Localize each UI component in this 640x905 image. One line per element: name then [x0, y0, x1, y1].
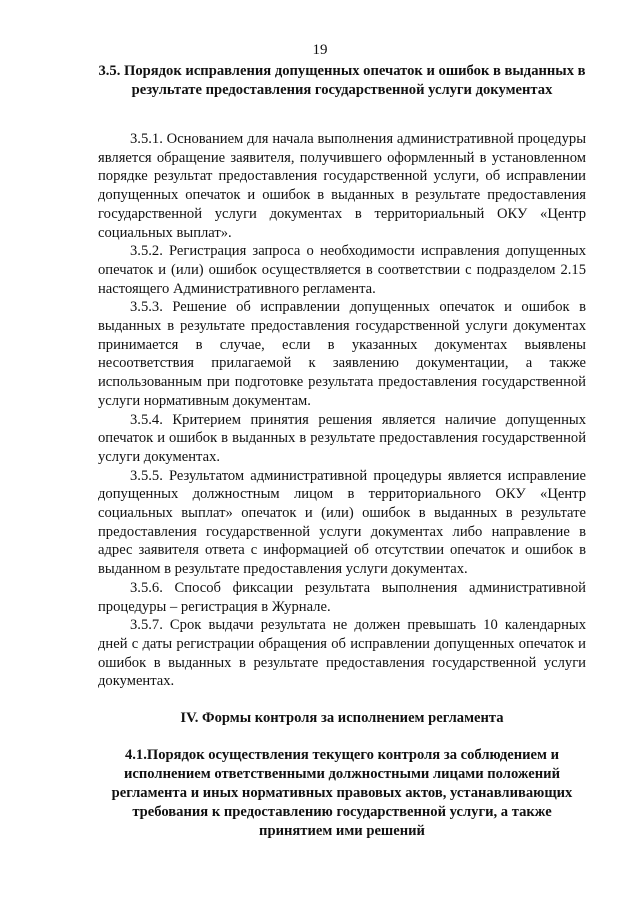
- paragraph-3-5-3: 3.5.3. Решение об исправлении допущенных опечаток и ошибок в выданных в результате предоставления государственной услуги документах принимается в случае, если в указанных документах выявлены несоответствия прилагаемой к заявлению документации, а также использованным при подготовке результата предоставления государственной услуги нормативным документам.: [98, 299, 586, 409]
- section-3-5-paragraphs: [98, 130, 586, 691]
- paragraph-3-5-5: 3.5.5. Результатом административной процедуры является исправление допущенных должностным лицом в территориального ОКУ «Центр социальных выплат» опечаток и (или) ошибок в выданных в результате предоставления государственной услуги документах либо направление в адрес заявителя ответа с информацией об отсутствии опечаток и ошибок в выданном в результате предоставления услуги документах.: [98, 467, 586, 578]
- paragraph-3-5-7: 3.5.7. Срок выдачи результата не должен превышать 10 календарных дней с даты регистрации обращения об исправлении допущенных опечаток и ошибок в выданных в результате предоставления государственной услуги документах.: [98, 617, 586, 690]
- page-number: 19: [312, 42, 328, 58]
- paragraph-3-5-1: 3.5.1. Основанием для начала выполнения административной процедуры является обращение заявителя, получившего оформленный в установленном порядке результат предоставления государственной услуги, об исправлении допущенных опечаток и ошибок в выданных в результате предоставления государственной услуги документах в территориальный ОКУ «Центр социальных выплат».: [98, 131, 586, 241]
- paragraph-3-5-2: 3.5.2. Регистрация запроса о необходимости исправления допущенных опечаток и (или) ошибок осуществляется в соответствии с подразделом 2.15 настоящего Административного регламента.: [98, 243, 586, 297]
- section-4-1-heading: 4.1.Порядок осуществления текущего контроля за соблюдением и исполнением ответственными должностными лицами положений регламента и иных нормативных правовых актов, устанавливающих требования к предоставлению государственной услуги, а также принятием ими решений: [111, 747, 573, 840]
- paragraph-3-5-4: 3.5.4. Критерием принятия решения является наличие допущенных опечаток и ошибок в выданных в результате предоставления государственной услуги документах.: [98, 411, 586, 465]
- section-3-5-heading: 3.5. Порядок исправления допущенных опечаток и ошибок в выданных в результате предоставления государственной услуги документах: [98, 63, 586, 98]
- paragraph-3-5-6: 3.5.6. Способ фиксации результата выполнения административной процедуры – регистрация в Журнале.: [98, 579, 586, 615]
- document-content: [98, 62, 586, 841]
- section-4-heading: IV. Формы контроля за исполнением регламента: [180, 710, 504, 727]
